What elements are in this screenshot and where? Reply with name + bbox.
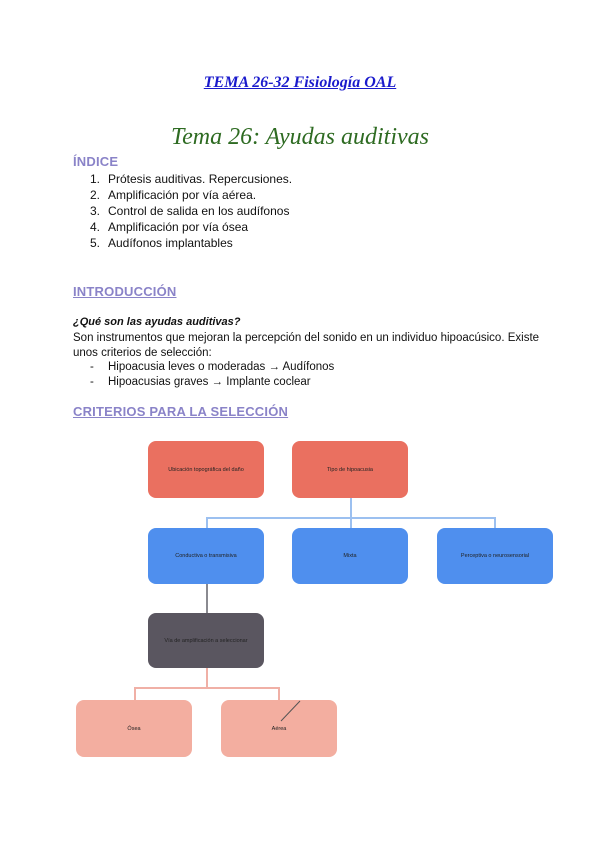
pen-stroke-mark — [278, 698, 304, 724]
bullet-dash: - — [90, 361, 94, 373]
intro-bullet-list — [90, 360, 334, 390]
introduction-heading: INTRODUCCIÓN — [73, 284, 177, 299]
index-number: 5. — [90, 236, 101, 250]
intro-question: ¿Qué son las ayudas auditivas? — [73, 316, 241, 328]
index-text: Control de salida en los audífonos — [108, 204, 290, 218]
bullet-dash: - — [90, 376, 94, 388]
connector-line — [206, 668, 208, 688]
node-location: Ubicación topográfica del daño — [148, 441, 264, 498]
intro-paragraph: Son instrumentos que mejoran la percepción del sonido en un individuo hipoacúsico. Existe unos criterios de selección: — [73, 332, 540, 359]
node-conductive: Conductiva o transmisiva — [148, 528, 264, 584]
list-item — [90, 360, 334, 375]
connector-line — [350, 498, 352, 518]
index-number: 2. — [90, 188, 101, 202]
index-text: Audífonos implantables — [108, 236, 233, 250]
bullet-text: Hipoacusias graves → Implante coclear — [108, 376, 311, 388]
index-number: 3. — [90, 204, 101, 218]
node-hearing-loss-type: Tipo de hipoacusia — [292, 441, 408, 498]
bullet-text: Hipoacusia leves o moderadas → Audífonos — [108, 361, 335, 373]
index-text: Prótesis auditivas. Repercusiones. — [108, 172, 293, 186]
index-heading: ÍNDICE — [73, 154, 119, 169]
document-title: TEMA 26-32 Fisiología OAL — [203, 74, 397, 91]
node-bone: Ósea — [76, 700, 192, 757]
list-item — [90, 203, 292, 219]
node-mixed: Mixta — [292, 528, 408, 584]
connector-line — [134, 687, 136, 700]
index-text: Amplificación por vía ósea — [108, 220, 249, 234]
connector-line — [206, 584, 208, 614]
list-item — [90, 375, 334, 390]
list-item — [90, 219, 292, 235]
index-list — [90, 171, 292, 251]
node-perceptive: Perceptiva o neurosensorial — [437, 528, 553, 584]
node-air: Aérea — [221, 700, 337, 757]
index-number: 4. — [90, 220, 101, 234]
list-item — [90, 171, 292, 187]
connector-line — [134, 687, 280, 689]
node-amplification-route: Vía de amplificación a seleccionar — [148, 613, 264, 668]
list-item — [90, 235, 292, 251]
index-text: Amplificación por vía aérea. — [108, 188, 257, 202]
index-number: 1. — [90, 172, 101, 186]
criteria-heading: CRITERIOS PARA LA SELECCIÓN — [73, 404, 289, 419]
list-item — [90, 187, 292, 203]
topic-title: Tema 26: Ayudas auditivas — [170, 124, 429, 150]
